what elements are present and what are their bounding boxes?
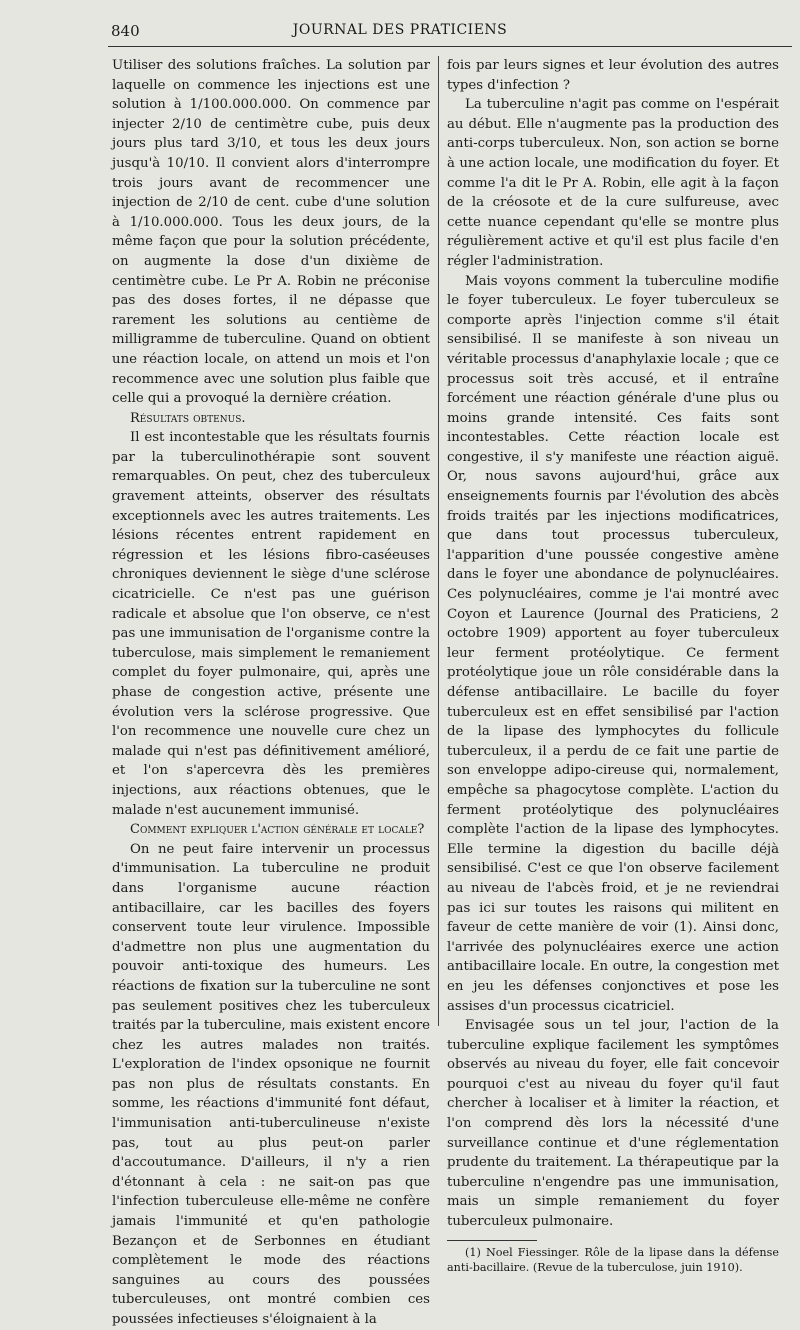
page-number: 840	[111, 22, 140, 40]
column-divider	[438, 56, 439, 1026]
paragraph: Utiliser des solutions fraîches. La solution par laquelle on commence les injections est une solution à 1/100.000.000. On commence par injecter 2/10 de centimètre cube, puis deux jours plus tard 3/10, et tous les deux jours jusqu'à 10/10. Il convient alors d'interrompre trois jours avant de recommencer une injection de 2/10 de cent. cube d'une solution à 1/10.000.000. Tous les deux jours, de la même façon que pour la solution précédente, on augmente la dose d'un dixième de centimètre cube. Le Pr A. Robin ne préconise pas des doses fortes, il ne dépasse que rarement les solutions au centième de milligramme de tuberculine. Quand on obtient une réaction locale, on attend un mois et l'on recommence avec une solution plus faible que celle qui a provoqué la dernière création.	[112, 58, 430, 407]
paragraph: Envisagée sous un tel jour, l'action de la tuberculine explique facilement les symptômes observés au niveau du foyer, elle fait concevoir pourquoi c'est au niveau du foyer qu'il faut chercher à localiser et à limiter la réaction, et l'on comprend dès lors la nécessité d'une surveillance continue et d'une réglementation prudente du traitement. La thérapeutique par la tuberculine n'engendre pas une immunisation, mais un simple remaniement du foyer tuberculeux pulmonaire.	[447, 1018, 779, 1230]
footnote-rule	[447, 1240, 537, 1241]
paragraph: Il est incontestable que les résultats fournis par la tuberculinothérapie sont souvent remarquables. On peut, chez des tuberculeux gravement atteints, observer des résultats exceptionnels avec les autres traitements. Les lésions récentes entrent rapidement en régression et les lésions fibro-caséeuses chroniques deviennent le siège d'une sclérose cicatricielle. Ce n'est pas une guérison radicale et absolue que l'on observe, ce n'est pas une immunisation de l'organisme contre la tuberculose, mais simplement le remaniement complet du foyer pulmonaire, qui, après une phase de congestion active, présente une évolution vers la sclérose progressive. Que l'on recommence une nouvelle cure chez un malade qui n'est pas définitivement amélioré, et l'on s'apercevra dès les premières injections, aux réactions obtenues, que le malade n'est aucunement immunisé.	[112, 430, 430, 818]
journal-title: JOURNAL DES PRATICIENS	[292, 22, 508, 38]
paragraph: La tuberculine n'agit pas comme on l'espérait au début. Elle n'augmente pas la production des anti-corps tuberculeux. Non, son action se borne à une action locale, une modification du foyer. Et comme l'a dit le Pr A. Robin, elle agit à la façon de la créosote et de la cure sulfureuse, avec cette nuance cependant qu'elle se montre plus régulièrement active et qu'il est plus facile d'en régler l'administration.	[447, 97, 779, 269]
page-header	[0, 18, 800, 46]
paragraph: Mais voyons comment la tuberculine modifie le foyer tuberculeux. Le foyer tuberculeux se comporte après l'injection comme s'il était sensibilisé. Il se manifeste à son niveau un véritable processus d'anaphylaxie locale ; que ce processus soit très accusé, et il entraîne forcément une réaction générale d'une plus ou moins grande intensité. Ces faits sont incontestables. Cette réaction locale est congestive, il s'y manifeste une réaction aiguë. Or, nous savons aujourd'hui, grâce aux enseignements fournis par l'évolution des abcès froids traités par les injections modificatrices, que dans tout processus tuberculeux, l'apparition d'une poussée congestive amène dans le foyer une abondance de polynucléaires. Ces polynucléaires, comme je l'ai montré avec Coyon et Laurence (Journal des Praticiens, 2 octobre 1909) apportent au foyer tuberculeux leur ferment protéolytique. Ce ferment protéolytique joue un rôle considérable dans la défense antibacillaire. Le bacille du foyer tuberculeux est en effet sensibilisé par l'action de la lipase des lymphocytes du follicule tuberculeux, il a perdu de ce fait une partie de son enveloppe adipo-cireuse qui, normalement, empêche sa phagocytose complète. L'action du ferment protéolytique des polynucléaires complète l'action de la lipase des lymphocytes. Elle termine la digestion du bacille déjà sensibilisé. C'est ce que l'on observe facilement au niveau de l'abcès froid, et je ne reviendrai pas ici sur toutes les raisons qui militent en faveur de cette manière de voir (1). Ainsi donc, l'arrivée des polynucléaires exerce une action antibacillaire locale. En outre, la congestion met en jeu les défenses conjonctives et pose les assises d'un processus cicatriciel.	[447, 273, 779, 1014]
paragraph: On ne peut faire intervenir un processus d'immunisation. La tuberculine ne produit dans l'organisme aucune réaction antibacillaire, car les bacilles des foyers conservent toute leur virulence. Impossible d'admettre non plus une augmentation du pouvoir anti-toxique des humeurs. Les réactions de fixation sur la tuberculine ne sont pas seulement positives chez les tuberculeux traités par la tuberculine, mais existent encore chez les autres malades non traités. L'exploration de l'index opsonique ne fournit pas non plus de résultats constants. En somme, les réactions d'immunité font défaut, l'immunisation anti-tuberculineuse n'existe pas, tout au plus peut-on parler d'accoutumance. D'ailleurs, il n'y a rien d'étonnant à cela : ne sait-on pas que l'infection tuberculeuse elle-même ne confère jamais l'immunité et qu'en pathologie Bezançon et de Serbonnes en étudiant complètement le mode des réactions sanguines au cours des poussées tuberculeuses, ont montré combien ces poussées infectieuses s'éloignaient à la	[112, 841, 430, 1327]
footnote: (1) Noel Fiessinger. Rôle de la lipase dans la défense anti-bacillaire. (Revue de la tuberculose, juin 1910).	[447, 1245, 779, 1274]
section-heading: Comment expliquer l'action générale et locale?	[130, 822, 425, 838]
right-column	[447, 56, 779, 1275]
left-column	[112, 56, 430, 1330]
paragraph: fois par leurs signes et leur évolution des autres types d'infection ?	[447, 58, 779, 93]
section-heading: Résultats obtenus.	[130, 410, 246, 426]
header-rule	[108, 46, 792, 47]
